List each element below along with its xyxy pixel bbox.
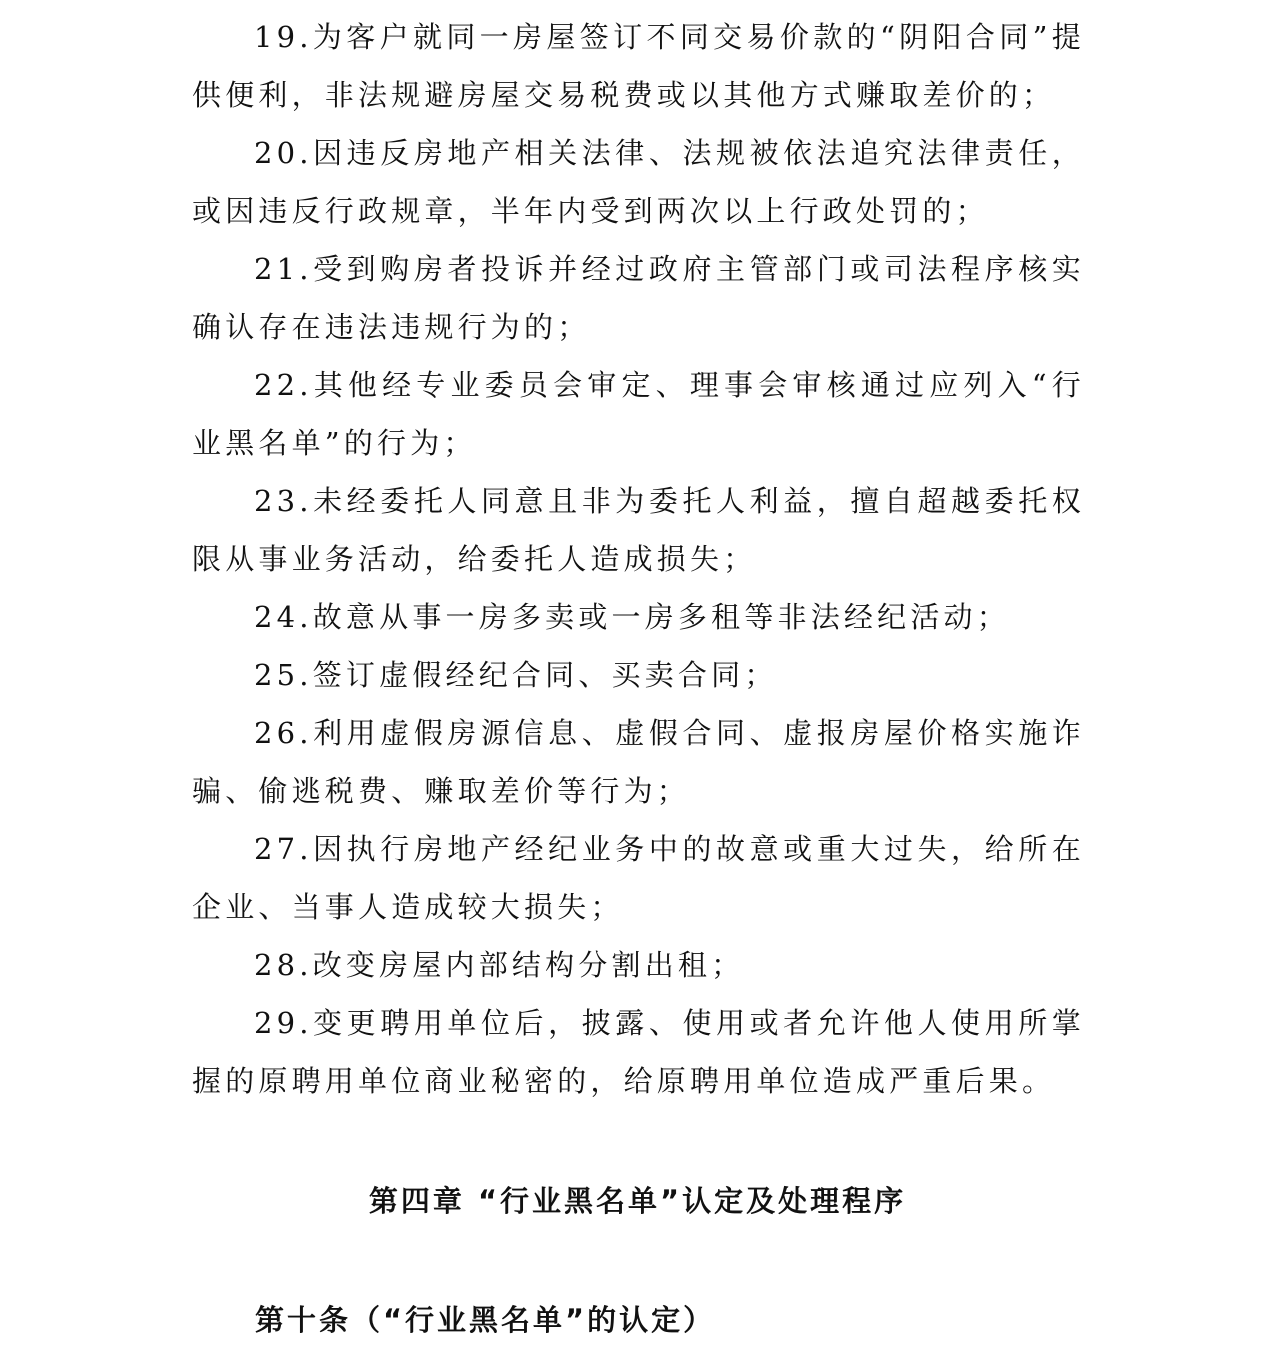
list-item-24: 24.故意从事一房多卖或一房多租等非法经纪活动； <box>254 600 1010 634</box>
list-item-26: 26.利用虚假房源信息、虚假合同、虚报房屋价格实施诈骗、偷逃税费、赚取差价等行为； <box>192 716 1085 808</box>
article-heading: 第十条（“行业黑名单”的认定） <box>255 1303 716 1337</box>
list-item-23: 23.未经委托人同意且非为委托人利益，擅自超越委托权限从事业务活动，给委托人造成损失； <box>192 484 1085 576</box>
list-item-27: 27.因执行房地产经纪业务中的故意或重大过失，给所在企业、当事人造成较大损失； <box>192 832 1085 924</box>
list-item-25: 25.签订虚假经纪合同、买卖合同； <box>254 658 778 692</box>
document-body <box>192 8 1085 1110</box>
chapter-heading: 第四章 “行业黑名单”认定及处理程序 <box>368 1184 907 1218</box>
list-item-21: 21.受到购房者投诉并经过政府主管部门或司法程序核实确认存在违法违规行为的； <box>192 252 1085 344</box>
list-item-22: 22.其他经专业委员会审定、理事会审核通过应列入“行业黑名单”的行为； <box>192 368 1085 460</box>
list-item-19: 19.为客户就同一房屋签订不同交易价款的“阴阳合同”提供便利，非法规避房屋交易税费或以其他方式赚取差价的； <box>192 20 1085 112</box>
list-item-29: 29.变更聘用单位后，披露、使用或者允许他人使用所掌握的原聘用单位商业秘密的，给原聘用单位造成严重后果。 <box>192 1006 1085 1098</box>
list-item-20: 20.因违反房地产相关法律、法规被依法追究法律责任，或因违反行政规章，半年内受到两次以上行政处罚的； <box>192 136 1085 228</box>
list-item-28: 28.改变房屋内部结构分割出租； <box>254 948 745 982</box>
